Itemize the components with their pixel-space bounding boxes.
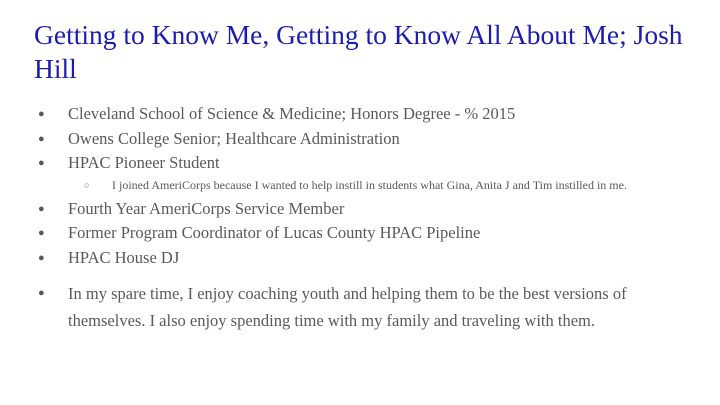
list-item-text: Former Program Coordinator of Lucas County HPAC Pipeline — [68, 223, 481, 242]
list-item — [38, 221, 688, 246]
bullet-icon: ● — [38, 287, 45, 299]
bullet-icon: ● — [38, 227, 45, 239]
bullet-icon: ● — [38, 108, 45, 120]
bullet-list — [38, 102, 688, 334]
bullet-icon: ● — [38, 251, 45, 264]
list-item — [38, 151, 688, 176]
hollow-bullet-icon: ○ — [84, 179, 90, 190]
list-item — [38, 246, 688, 271]
slide-title: Getting to Know Me, Getting to Know All About Me; Josh Hill — [34, 19, 683, 84]
list-item-text: Fourth Year AmeriCorps Service Member — [68, 198, 345, 218]
list-item — [38, 127, 688, 152]
list-item-text: HPAC Pioneer Student — [68, 153, 220, 172]
list-item — [38, 197, 688, 222]
list-item — [38, 280, 688, 334]
sub-list-item — [84, 175, 688, 195]
list-item-text: Owens College Senior; Healthcare Administration — [68, 128, 400, 148]
list-item-text: In my spare time, I enjoy coaching youth and helping them to be the best versions of themselves. I also enjoy spending time with my family and traveling with them. — [68, 284, 627, 330]
list-item — [38, 102, 688, 127]
list-item-text: Cleveland School of Science & Medicine; Honors Degree - % 2015 — [68, 104, 516, 123]
sub-list-item-text: I joined AmeriCorps because I wanted to help instill in students what Gina, Anita J and Tim instilled in me. — [112, 177, 627, 192]
list-item-text: HPAC House DJ — [68, 247, 180, 267]
spacer — [38, 270, 688, 280]
bullet-icon: ● — [38, 132, 45, 145]
bullet-icon: ● — [38, 157, 45, 169]
bullet-icon: ● — [38, 202, 45, 215]
